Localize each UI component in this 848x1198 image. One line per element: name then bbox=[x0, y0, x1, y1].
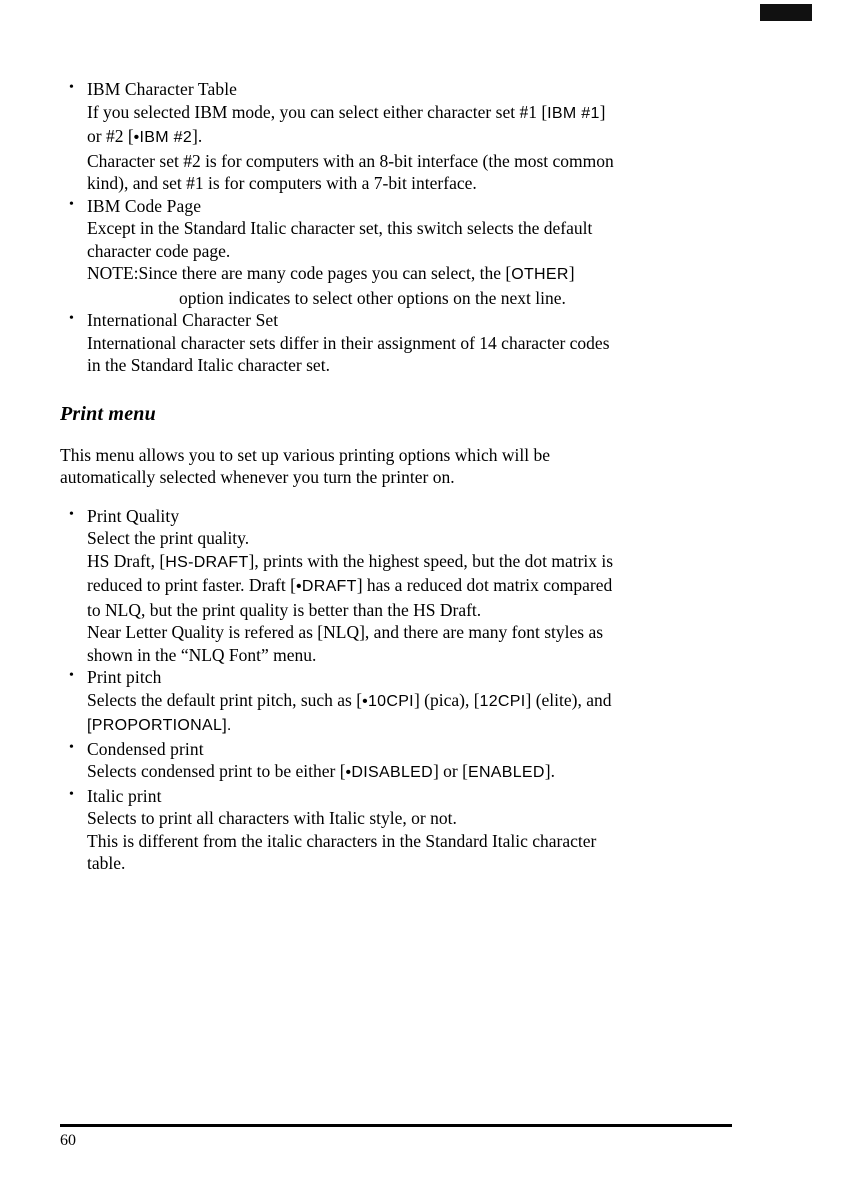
page-number: 60 bbox=[60, 1132, 76, 1149]
option-token: HS-DRAFT bbox=[165, 553, 249, 571]
item-title: • IBM Code Page bbox=[87, 195, 202, 216]
list-item-italic-print bbox=[60, 785, 732, 875]
option-token: •DISABLED bbox=[345, 764, 433, 781]
body-line: character code page. bbox=[87, 240, 231, 261]
text-run: Selects the default print pitch, such as [ bbox=[87, 689, 363, 710]
text-run: ] bbox=[568, 263, 575, 283]
body-line: International character sets differ in their assignment of 14 character codes bbox=[87, 332, 610, 353]
top-bullet-list bbox=[60, 78, 732, 377]
body-line: Select the print quality. bbox=[87, 528, 250, 548]
option-token: •DRAFT bbox=[295, 578, 357, 595]
section-intro bbox=[60, 444, 732, 489]
option-token: •IBM #2 bbox=[133, 129, 193, 146]
note-block bbox=[87, 262, 732, 309]
text-run: ] (pica), [ bbox=[413, 689, 480, 710]
list-item-international-character-set bbox=[60, 309, 732, 377]
body-line: kind), and set #1 is for computers with a 7-bit interface. bbox=[87, 173, 477, 193]
body-line bbox=[87, 125, 732, 150]
body-line: to NLQ, but the print quality is better than the HS Draft. bbox=[87, 599, 482, 620]
text-run: ], prints with the highest speed, but the dot matrix is bbox=[248, 550, 614, 571]
option-token: •10CPI bbox=[362, 692, 414, 710]
option-token: OTHER bbox=[511, 266, 569, 283]
option-token: ENABLED bbox=[467, 764, 545, 781]
text-run: reduced to print faster. Draft [ bbox=[87, 575, 296, 595]
section-title: Print menu bbox=[60, 402, 156, 425]
body-line bbox=[87, 689, 732, 714]
body-line bbox=[87, 713, 732, 738]
text-run: ] or [ bbox=[432, 761, 468, 781]
note-second-line: option indicates to select other options on the next line. bbox=[179, 287, 566, 308]
option-token: IBM #1 bbox=[547, 104, 600, 122]
item-title: • Print Quality bbox=[87, 505, 180, 526]
note-first-line bbox=[87, 262, 732, 287]
text-run: ] has a reduced dot matrix compared bbox=[356, 575, 613, 595]
body-line: automatically selected whenever you turn the printer on. bbox=[60, 467, 455, 487]
text-run: ] (elite), and bbox=[525, 689, 612, 710]
text-run: ]. bbox=[192, 126, 203, 146]
item-title: • International Character Set bbox=[87, 310, 279, 330]
item-title: • Italic print bbox=[87, 785, 162, 806]
item-title: • Print pitch bbox=[87, 667, 162, 687]
body-line: Near Letter Quality is refered as [NLQ], and there are many font styles as bbox=[87, 622, 604, 642]
text-run: Since there are many code pages you can select, the [ bbox=[138, 263, 512, 283]
footer-divider bbox=[60, 1124, 732, 1127]
text-run: HS Draft, [ bbox=[87, 550, 166, 571]
body-line bbox=[87, 550, 732, 575]
body-line: Except in the Standard Italic character set, this switch selects the default bbox=[87, 218, 593, 238]
list-item-condensed-print bbox=[60, 738, 732, 785]
body-line: table. bbox=[87, 853, 126, 873]
option-token: [PROPORTIONAL]. bbox=[87, 717, 232, 734]
list-item-ibm-character-table bbox=[60, 78, 732, 195]
text-run: ] bbox=[599, 101, 606, 122]
item-title: • IBM Character Table bbox=[87, 79, 238, 99]
corner-black-mark bbox=[760, 4, 812, 21]
list-item-print-quality bbox=[60, 505, 732, 667]
print-bullet-list bbox=[60, 505, 732, 875]
text-run: or #2 [ bbox=[87, 126, 134, 146]
text-run: ]. bbox=[544, 761, 555, 781]
body-line: Selects to print all characters with Italic style, or not. bbox=[87, 808, 457, 828]
list-item-ibm-code-page bbox=[60, 195, 732, 310]
body-line bbox=[87, 101, 732, 126]
body-line bbox=[87, 760, 732, 785]
item-title: • Condensed print bbox=[87, 738, 204, 759]
body-line: in the Standard Italic character set. bbox=[87, 355, 330, 375]
body-line: This is different from the italic characters in the Standard Italic character bbox=[87, 830, 597, 851]
option-token: 12CPI bbox=[479, 692, 526, 710]
note-label: NOTE: bbox=[87, 263, 139, 283]
body-line: shown in the “NLQ Font” menu. bbox=[87, 644, 317, 665]
body-line: Character set #2 is for computers with an 8-bit interface (the most common bbox=[87, 150, 614, 171]
page-content bbox=[60, 78, 732, 875]
text-run: If you selected IBM mode, you can select either character set #1 [ bbox=[87, 101, 548, 122]
text-run: Selects condensed print to be either [ bbox=[87, 761, 346, 781]
body-line: This menu allows you to set up various printing options which will be bbox=[60, 444, 550, 465]
list-item-print-pitch bbox=[60, 666, 732, 738]
body-line bbox=[87, 574, 732, 599]
